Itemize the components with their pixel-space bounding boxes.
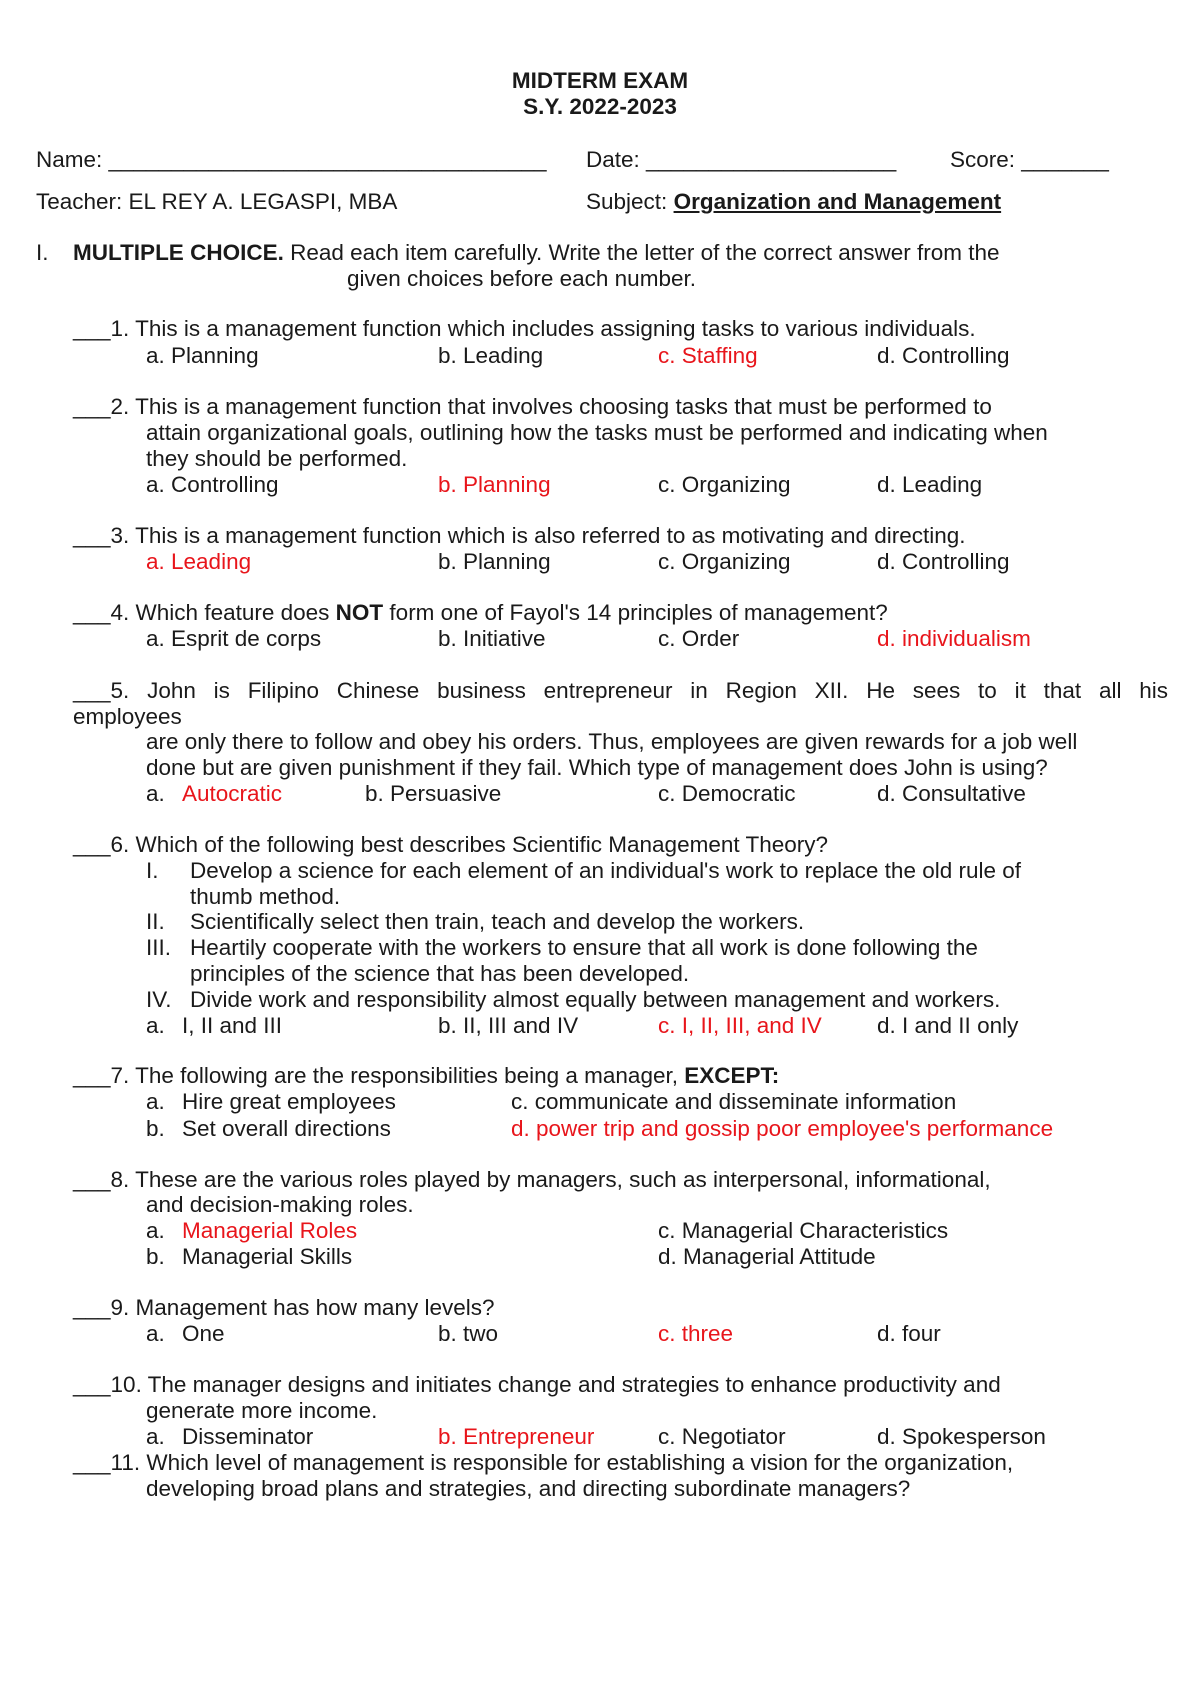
question-2-line-2: attain organizational goals, outlining how the tasks must be performed and indicating when [146, 420, 1048, 445]
q8-choice-b: Managerial Skills [182, 1244, 353, 1269]
q5-choice-a-answer: Autocratic [182, 781, 283, 806]
q6-item-1-cont: thumb method. [190, 884, 341, 909]
question-8-line-2: and decision-making roles. [146, 1192, 414, 1217]
q2-choice-a: a. Controlling [146, 472, 279, 497]
q7-choice-a-letter: a. [146, 1089, 165, 1114]
q8-choice-a-answer: Managerial Roles [182, 1218, 358, 1243]
q9-choice-d: d. four [877, 1321, 941, 1346]
question-10-line-2: generate more income. [146, 1398, 378, 1423]
question-11-line-2: developing broad plans and strategies, and directing subordinate managers? [146, 1476, 911, 1501]
q10-choice-a-letter: a. [146, 1424, 165, 1449]
q1-choice-a: a. Planning [146, 343, 259, 368]
q5-choice-c: c. Democratic [658, 781, 796, 806]
q6-choice-c-answer: c. I, II, III, and IV [658, 1013, 822, 1038]
question-3-stem: ___3. This is a management function which is also referred to as motivating and directing. [73, 523, 966, 548]
question-10-stem: ___10. The manager designs and initiates change and strategies to enhance productivity and [73, 1372, 1001, 1397]
q2-choice-b-answer: b. Planning [438, 472, 551, 497]
q10-choice-c: c. Negotiator [658, 1424, 786, 1449]
name-field: Name: ___________________________________ [36, 147, 547, 172]
question-1-stem: ___1. This is a management function which includes assigning tasks to various individuals. [73, 316, 976, 341]
q7-stem-bold: EXCEPT: [684, 1063, 780, 1088]
q1-choice-d: d. Controlling [877, 343, 1010, 368]
question-7-stem [73, 1063, 779, 1089]
section-number: I. [36, 240, 49, 265]
question-5-line-2: employees [73, 704, 182, 729]
q6-item-3-cont: principles of the science that has been developed. [190, 961, 690, 986]
instruction-line-2: given choices before each number. [347, 266, 696, 291]
q4-stem-bold: NOT [335, 600, 384, 625]
date-field: Date: ____________________ [586, 147, 897, 172]
q5-choice-d: d. Consultative [877, 781, 1026, 806]
q2-choice-d: d. Leading [877, 472, 983, 497]
q8-choice-a-letter: a. [146, 1218, 165, 1243]
instruction-line-1: Read each item carefully. Write the letter of the correct answer from the [283, 240, 1000, 265]
q4-stem-post: form one of Fayol's 14 principles of management? [383, 600, 888, 625]
question-6-stem: ___6. Which of the following best describes Scientific Management Theory? [73, 832, 828, 857]
q10-choice-a: Disseminator [182, 1424, 314, 1449]
q6-item-1-text: Develop a science for each element of an individual's work to replace the old rule of [190, 858, 1022, 883]
question-2-line-3: they should be performed. [146, 446, 408, 471]
q1-choice-b: b. Leading [438, 343, 544, 368]
q7-choice-c: c. communicate and disseminate information [511, 1089, 957, 1114]
q3-choice-c: c. Organizing [658, 549, 791, 574]
q5-choice-a-letter: a. [146, 781, 165, 806]
q6-item-1-num: I. [146, 858, 159, 883]
question-5-line-4: done but are given punishment if they fail. Which type of management does John is using? [146, 755, 1048, 780]
q4-choice-a: a. Esprit de corps [146, 626, 322, 651]
q7-choice-a: Hire great employees [182, 1089, 396, 1114]
q3-choice-b: b. Planning [438, 549, 551, 574]
section-instructions [73, 240, 1000, 266]
q10-choice-b-answer: b. Entrepreneur [438, 1424, 595, 1449]
q7-choice-b: Set overall directions [182, 1116, 391, 1141]
exam-title: MIDTERM EXAM [511, 68, 689, 93]
q6-item-2-text: Scientifically select then train, teach and develop the workers. [190, 909, 805, 934]
teacher-line: Teacher: EL REY A. LEGASPI, MBA [36, 189, 398, 214]
q4-choice-b: b. Initiative [438, 626, 546, 651]
q7-choice-d-answer: d. power trip and gossip poor employee's performance [511, 1116, 1054, 1141]
q8-choice-c: c. Managerial Characteristics [658, 1218, 949, 1243]
question-11-stem: ___11. Which level of management is responsible for establishing a vision for the organization, [73, 1450, 1014, 1475]
school-year: S.Y. 2022-2023 [523, 94, 677, 119]
q9-choice-a-letter: a. [146, 1321, 165, 1346]
q6-item-4-text: Divide work and responsibility almost equally between management and workers. [190, 987, 1001, 1012]
q9-choice-a: One [182, 1321, 225, 1346]
question-4-stem [73, 600, 888, 626]
q4-choice-d-answer: d. individualism [877, 626, 1031, 651]
q2-choice-c: c. Organizing [658, 472, 791, 497]
q8-choice-d: d. Managerial Attitude [658, 1244, 876, 1269]
q10-choice-d: d. Spokesperson [877, 1424, 1046, 1449]
q1-choice-c-answer: c. Staffing [658, 343, 758, 368]
q6-choice-a: I, II and III [182, 1013, 283, 1038]
question-8-stem: ___8. These are the various roles played by managers, such as interpersonal, informational, [73, 1167, 991, 1192]
subject-label: Subject: [586, 189, 674, 214]
section-title: MULTIPLE CHOICE. [73, 240, 284, 265]
q9-choice-b: b. two [438, 1321, 499, 1346]
subject-line [586, 189, 1001, 215]
q6-item-3-text: Heartily cooperate with the workers to ensure that all work is done following the [190, 935, 978, 960]
score-field: Score: _______ [950, 147, 1109, 172]
q6-item-4-num: IV. [146, 987, 172, 1012]
q6-item-3-num: III. [146, 935, 172, 960]
q8-choice-b-letter: b. [146, 1244, 165, 1269]
q5-choice-b: b. Persuasive [365, 781, 502, 806]
q7-stem-pre: ___7. The following are the responsibilities being a manager, [73, 1063, 685, 1088]
question-5-line-3: are only there to follow and obey his orders. Thus, employees are given rewards for a job well [146, 729, 1078, 754]
q6-item-2-num: II. [146, 909, 165, 934]
q3-choice-a-answer: a. Leading [146, 549, 252, 574]
q4-choice-c: c. Order [658, 626, 740, 651]
q3-choice-d: d. Controlling [877, 549, 1010, 574]
q9-choice-c-answer: c. three [658, 1321, 734, 1346]
q4-stem-pre: ___4. Which feature does [73, 600, 336, 625]
q6-choice-d: d. I and II only [877, 1013, 1019, 1038]
q6-choice-a-letter: a. [146, 1013, 165, 1038]
question-9-stem: ___9. Management has how many levels? [73, 1295, 495, 1320]
question-2-stem: ___2. This is a management function that involves choosing tasks that must be performed to [73, 394, 992, 419]
q7-choice-b-letter: b. [146, 1116, 165, 1141]
subject-name: Organization and Management [673, 189, 1002, 214]
question-5-stem: ___5. John is Filipino Chinese business entrepreneur in Region XII. He sees to it that all his [73, 678, 1168, 703]
q6-choice-b: b. II, III and IV [438, 1013, 579, 1038]
